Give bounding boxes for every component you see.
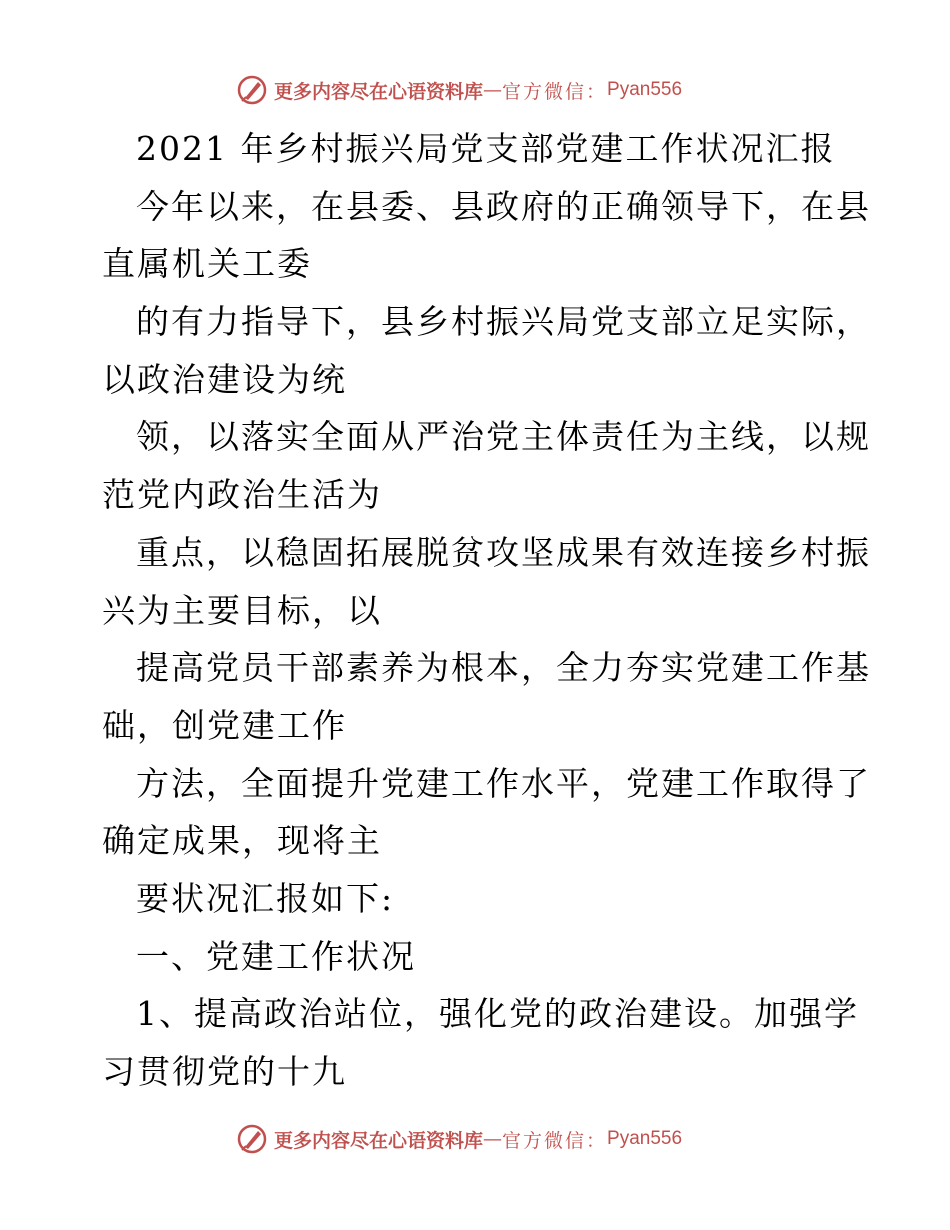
paragraph-line: 直属机关工委 <box>102 244 312 284</box>
paragraph-line: 以政治建设为统 <box>102 359 347 399</box>
paragraph-line: 提高党员干部素养为根本，全力夯实党建工作基 <box>136 648 871 688</box>
paragraph-line: 的有力指导下，县乡村振兴局党支部立足实际， <box>136 302 871 342</box>
paragraph-line: 今年以来，在县委、县政府的正确领导下，在县 <box>136 186 871 226</box>
watermark-brand: 更多内容尽在心语资料库 <box>274 80 484 103</box>
header-watermark <box>236 74 682 106</box>
paragraph-line: 要状况汇报如下: <box>136 878 395 918</box>
pen-quill-icon <box>236 74 268 106</box>
document-title: 2021 年乡村振兴局党支部党建工作状况汇报 <box>136 129 836 168</box>
paragraph-line: 确定成果，现将主 <box>102 821 382 861</box>
watermark-wechat-id: Pyan556 <box>607 1128 683 1149</box>
pen-quill-icon <box>236 1123 268 1155</box>
watermark-separator: — <box>483 1128 503 1150</box>
watermark-wechat-id: Pyan556 <box>607 79 683 100</box>
paragraph-line: 1、提高政治站位，强化党的政治建设。加强学 <box>136 994 859 1034</box>
paragraph-line: 范党内政治生活为 <box>102 475 382 515</box>
document-body <box>102 120 871 1101</box>
watermark-official-label: 官方微信： <box>502 80 608 103</box>
section-heading: 一、党建工作状况 <box>136 936 416 976</box>
watermark-official-label: 官方微信： <box>502 1129 608 1152</box>
paragraph-line: 础，创党建工作 <box>102 705 347 745</box>
footer-watermark <box>236 1123 682 1155</box>
paragraph-line: 领，以落实全面从严治党主体责任为主线，以规 <box>136 417 871 457</box>
paragraph-line: 方法，全面提升党建工作水平，党建工作取得了 <box>136 763 871 803</box>
paragraph-line: 兴为主要目标，以 <box>102 590 382 630</box>
watermark-separator: — <box>483 79 503 101</box>
paragraph-line: 习贯彻党的十九 <box>102 1052 347 1091</box>
watermark-brand: 更多内容尽在心语资料库 <box>274 1129 484 1152</box>
paragraph-line: 重点，以稳固拓展脱贫攻坚成果有效连接乡村振 <box>136 532 871 572</box>
